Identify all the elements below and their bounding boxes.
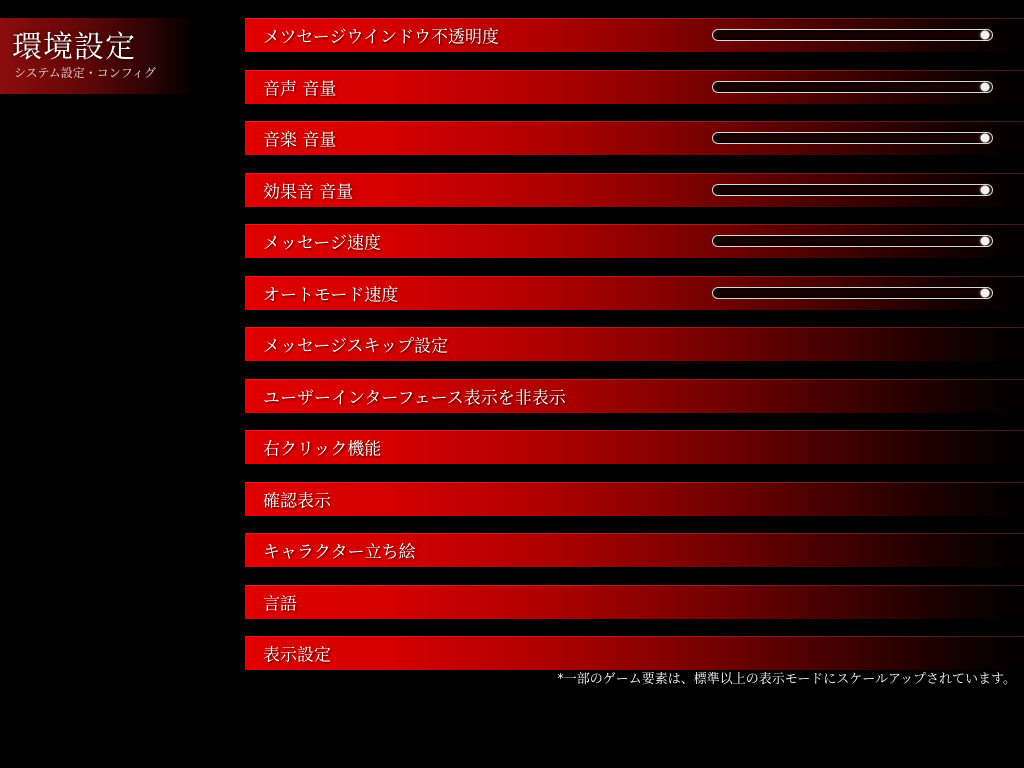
option-row[interactable]	[245, 18, 1024, 52]
option-label: 表示設定	[263, 645, 331, 666]
page-title: 環境設定	[12, 30, 136, 65]
option-slider[interactable]	[712, 81, 993, 93]
option-label: ユーザーインターフェース表示を非表示	[263, 388, 566, 408]
option-label: 音声 音量	[263, 79, 337, 99]
option-slider[interactable]	[712, 184, 993, 196]
slider-knob[interactable]	[981, 185, 990, 194]
option-row[interactable]	[245, 327, 1024, 361]
option-label: 音楽 音量	[263, 130, 337, 151]
option-label: メツセージウインドウ不透明度	[263, 27, 499, 48]
option-row[interactable]	[245, 276, 1024, 310]
option-row[interactable]	[245, 533, 1024, 567]
option-label: メッセージ速度	[263, 233, 381, 254]
option-row[interactable]	[245, 70, 1024, 104]
page-subtitle: システム設定・コンフィグ	[14, 66, 156, 80]
option-row[interactable]	[245, 224, 1024, 258]
option-label: 右クリック機能	[263, 439, 382, 460]
slider-knob[interactable]	[981, 288, 990, 297]
option-label: オートモード速度	[263, 285, 399, 305]
slider-knob[interactable]	[981, 134, 990, 143]
slider-knob[interactable]	[981, 237, 990, 246]
option-label: キャラクター立ち絵	[263, 542, 416, 563]
option-slider[interactable]	[712, 235, 993, 247]
option-row[interactable]	[245, 121, 1024, 155]
slider-knob[interactable]	[981, 82, 990, 91]
option-row[interactable]	[245, 482, 1024, 516]
option-row[interactable]	[245, 379, 1024, 413]
option-row[interactable]	[245, 173, 1024, 207]
footnote-text: *一部のゲーム要素は、標準以上の表示モードにスケールアップされています。	[557, 672, 1016, 687]
option-label: 確認表示	[263, 491, 331, 511]
option-row[interactable]	[245, 585, 1024, 619]
slider-knob[interactable]	[981, 31, 990, 40]
option-slider[interactable]	[712, 287, 993, 299]
option-slider[interactable]	[712, 29, 993, 41]
option-label: 言語	[263, 594, 297, 614]
option-label: メッセージスキップ設定	[263, 336, 449, 357]
option-slider[interactable]	[712, 132, 993, 144]
option-row[interactable]	[245, 636, 1024, 670]
option-label: 効果音 音量	[263, 182, 354, 202]
option-row[interactable]	[245, 430, 1024, 464]
page-title-banner	[0, 18, 196, 94]
